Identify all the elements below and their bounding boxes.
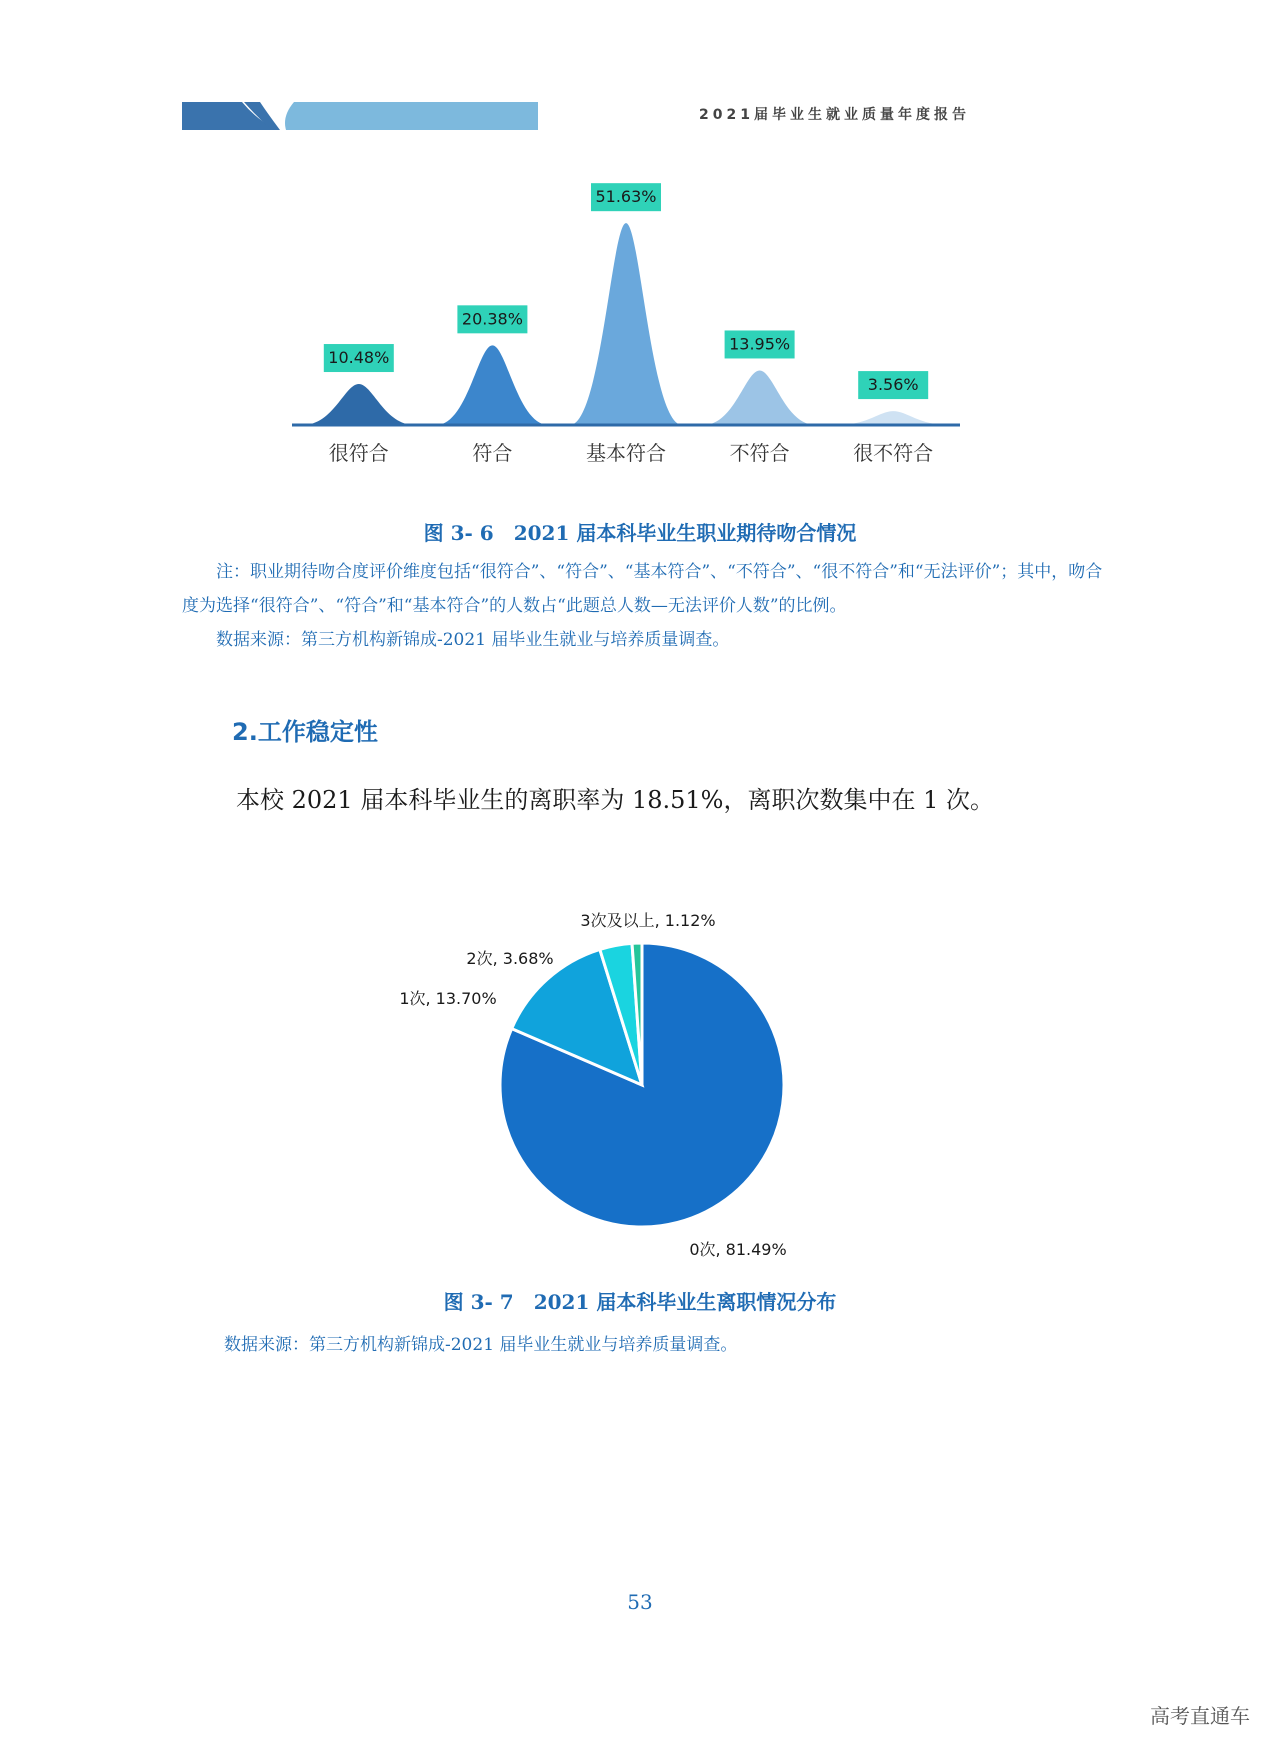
category-label-5: 很不符合 (853, 441, 934, 465)
pie-label-1: 0次, 81.49% (689, 1240, 787, 1259)
data-label-5: 3.56% (867, 375, 919, 395)
pie-label-3: 2次, 3.68% (466, 949, 554, 968)
data-label-4: 13.95% (729, 334, 791, 354)
header-bar-light-segment (285, 102, 538, 130)
watermark: 高考直通车 (1150, 1704, 1250, 1728)
peak-1 (303, 384, 415, 425)
figure-3-6-source: 数据来源：第三方机构新锦成-2021 届毕业生就业与培养质量调查。 (216, 630, 730, 650)
peak-3 (570, 223, 682, 425)
data-label-3: 51.63% (595, 187, 657, 207)
header-decorative-bar (182, 102, 538, 130)
page-number: 53 (627, 1590, 653, 1614)
figure-3-7-caption: 图 3- 7 2021 届本科毕业生离职情况分布 (443, 1290, 837, 1314)
category-label-2: 符合 (472, 441, 513, 465)
data-label-2: 20.38% (461, 309, 523, 329)
category-label-3: 基本符合 (586, 441, 666, 465)
peak-4 (703, 370, 815, 425)
pie-label-2: 1次, 13.70% (399, 989, 497, 1008)
data-label-1: 10.48% (328, 348, 390, 368)
peak-5 (837, 411, 949, 425)
category-label-4: 不符合 (729, 441, 790, 465)
figure-3-7-source: 数据来源：第三方机构新锦成-2021 届毕业生就业与培养质量调查。 (224, 1335, 738, 1355)
peak-2 (436, 345, 548, 425)
job-expectation-match-chart (280, 170, 980, 470)
report-title: 2021届毕业生就业质量年度报告 (699, 107, 970, 123)
figure-3-6-caption: 图 3- 6 2021 届本科毕业生职业期待吻合情况 (423, 521, 857, 545)
turnover-distribution-pie-chart (399, 890, 860, 1260)
category-label-1: 很符合 (328, 441, 389, 465)
section-heading: 2.工作稳定性 (232, 718, 378, 746)
section-body-text: 本校 2021 届本科毕业生的离职率为 18.51%，离职次数集中在 1 次。 (236, 786, 995, 814)
figure-3-6-note (182, 555, 1112, 657)
pie-label-4: 3次及以上, 1.12% (580, 911, 716, 930)
note-text: 注：职业期待吻合度评价维度包括“很符合”、“符合”、“基本符合”、“不符合”、“很不符合”和“无法评价”；其中，吻合度为选择“很符合”、“符合”和“基本符合”的人数占“此题总人数—无法评价人数”的比例。 (182, 562, 1103, 616)
